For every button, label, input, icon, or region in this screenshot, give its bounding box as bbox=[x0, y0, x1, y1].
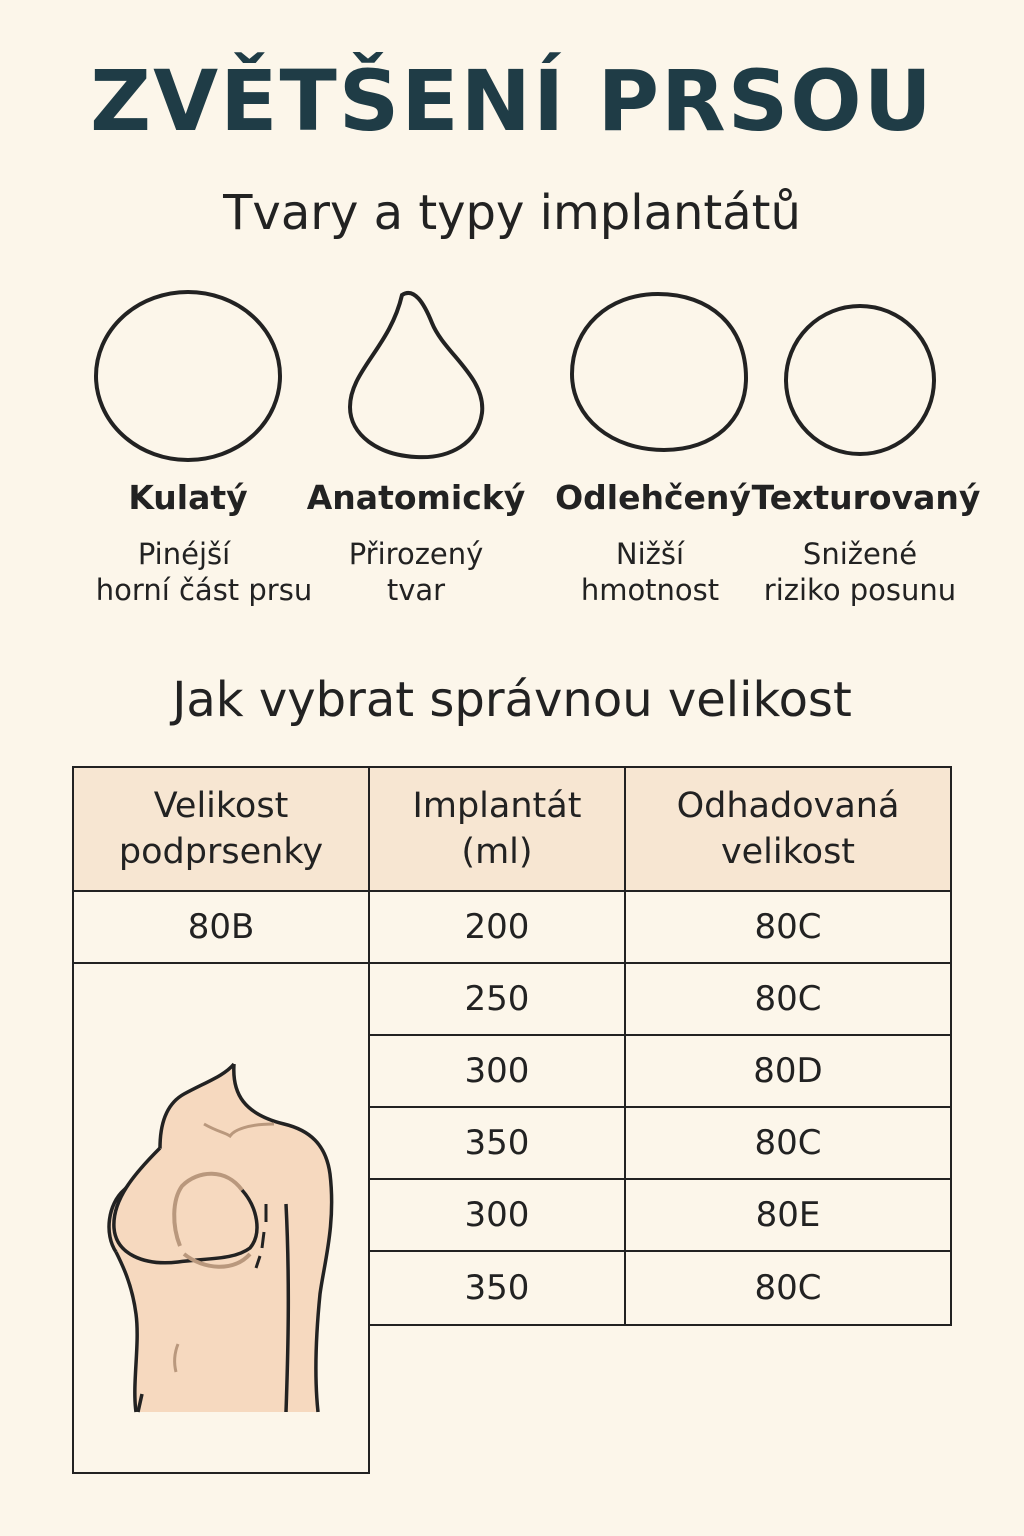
page-title: ZVĚTŠENÍ PRSOU bbox=[90, 52, 934, 150]
torso-illustration-panel bbox=[72, 962, 370, 1474]
shape-desc-lightweight-line2: hmotnost bbox=[580, 573, 720, 607]
header-implant-line2: (ml) bbox=[461, 832, 533, 872]
shape-desc-round-line1: Pinéjší bbox=[137, 537, 231, 571]
shape-name-textured: Texturovaný bbox=[751, 478, 981, 517]
table-cell-estimate: 80D bbox=[624, 1034, 952, 1108]
table-cell-implant: 250 bbox=[368, 962, 626, 1036]
shape-desc-anatomical bbox=[286, 536, 546, 608]
table-cell-implant: 350 bbox=[368, 1106, 626, 1180]
shape-desc-anatomical-line2: tvar bbox=[386, 573, 446, 607]
round-implant-icon bbox=[90, 288, 290, 468]
table-header-bra bbox=[72, 766, 370, 892]
shape-desc-textured-line1: Snižené bbox=[802, 537, 918, 571]
table-cell-estimate: 80C bbox=[624, 962, 952, 1036]
shape-desc-textured-line2: riziko posunu bbox=[763, 573, 957, 607]
table-cell-bra: 80B bbox=[72, 890, 370, 964]
table-header-estimate bbox=[624, 766, 952, 892]
textured-implant-icon bbox=[780, 300, 940, 460]
header-estimate-line1: Odhadovaná bbox=[676, 786, 900, 826]
shape-desc-anatomical-line1: Přirozený bbox=[348, 537, 484, 571]
shape-name-anatomical: Anatomický bbox=[306, 478, 526, 517]
table-cell-implant: 350 bbox=[368, 1250, 626, 1326]
header-implant-line1: Implantát bbox=[412, 786, 582, 826]
shape-name-lightweight: Odlehčený bbox=[555, 478, 751, 517]
shape-name-round: Kulatý bbox=[128, 478, 248, 517]
shape-desc-round-line2: horní část prsu bbox=[95, 573, 313, 607]
table-cell-estimate: 80E bbox=[624, 1178, 952, 1252]
lightweight-implant-icon bbox=[564, 288, 754, 458]
table-cell-estimate: 80C bbox=[624, 890, 952, 964]
header-bra-line1: Velikost bbox=[153, 786, 289, 826]
table-cell-estimate: 80C bbox=[624, 1250, 952, 1326]
table-cell-estimate: 80C bbox=[624, 1106, 952, 1180]
header-bra-line2: podprsenky bbox=[118, 832, 324, 872]
subtitle: Tvary a typy implantátů bbox=[223, 185, 801, 241]
table-cell-implant: 300 bbox=[368, 1034, 626, 1108]
table-cell-implant: 200 bbox=[368, 890, 626, 964]
anatomical-implant-icon bbox=[340, 285, 490, 465]
shape-desc-lightweight-line1: Nižší bbox=[615, 537, 685, 571]
header-estimate-line2: velikost bbox=[720, 832, 856, 872]
torso-illustration bbox=[74, 964, 368, 1472]
size-section-title: Jak vybrat správnou velikost bbox=[172, 672, 852, 728]
table-cell-implant: 300 bbox=[368, 1178, 626, 1252]
shape-desc-textured bbox=[730, 536, 990, 608]
table-header-implant bbox=[368, 766, 626, 892]
